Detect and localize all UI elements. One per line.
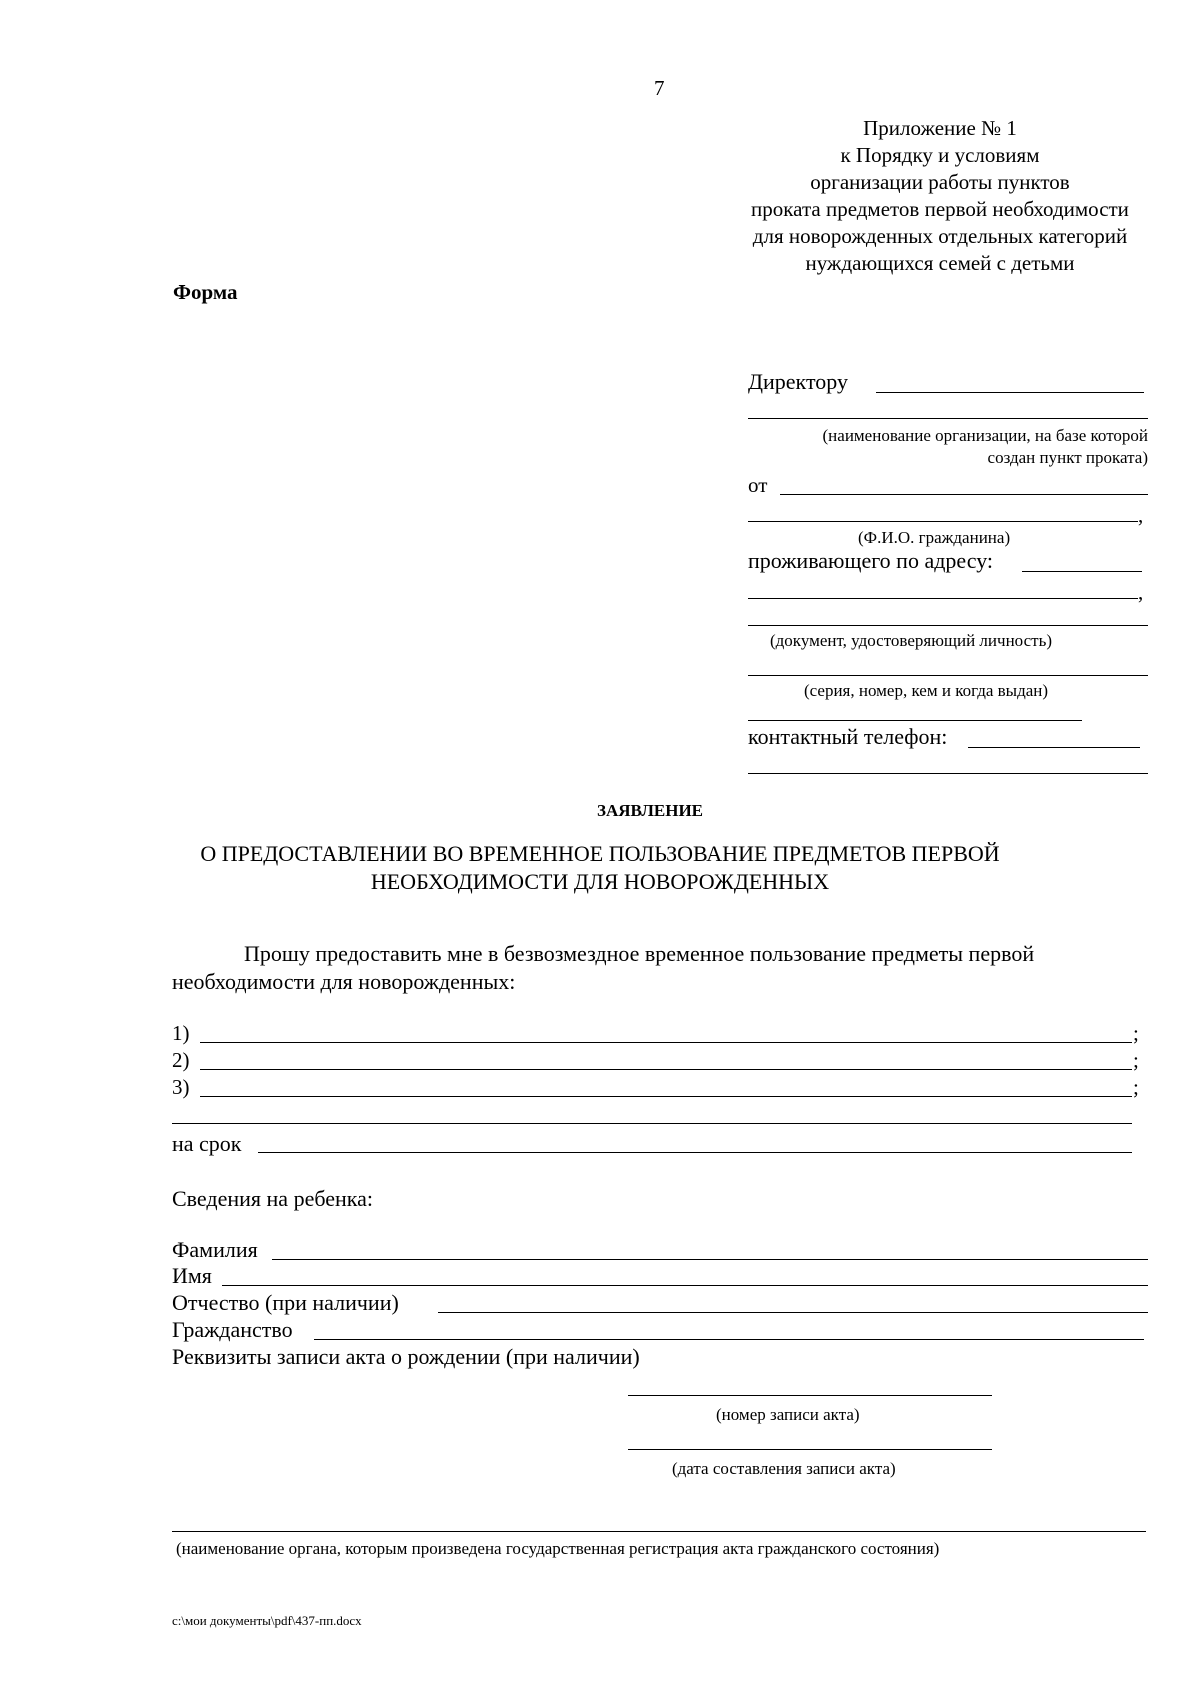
appendix-line: проката предметов первой необходимости xyxy=(751,197,1129,221)
document-details-hint: (серия, номер, кем и когда выдан) xyxy=(804,681,1049,700)
record-number-field[interactable] xyxy=(628,1395,992,1396)
authority-field[interactable] xyxy=(172,1531,1146,1532)
term-field[interactable] xyxy=(258,1152,1132,1153)
item-end: ; xyxy=(1133,1021,1139,1045)
surname-field[interactable] xyxy=(272,1259,1148,1260)
item-number: 2) xyxy=(172,1048,190,1072)
identity-document-field[interactable] xyxy=(748,625,1148,626)
item-extra-field[interactable] xyxy=(172,1123,1132,1124)
subheading-line: О ПРЕДОСТАВЛЕНИИ ВО ВРЕМЕННОЕ ПОЛЬЗОВАНИЕ ПРЕДМЕТОВ ПЕРВОЙ xyxy=(200,841,1000,866)
item-number: 1) xyxy=(172,1021,190,1045)
request-line-2: необходимости для новорожденных: xyxy=(172,969,516,994)
request-line-1: Прошу предоставить мне в безвозмездное временное пользование предметы первой xyxy=(244,941,1035,966)
comma: , xyxy=(1138,580,1144,604)
phone-field[interactable] xyxy=(968,747,1140,748)
appendix-line: для новорожденных отдельных категорий xyxy=(752,224,1128,248)
record-date-hint: (дата составления записи акта) xyxy=(672,1459,896,1478)
document-details-field-2[interactable] xyxy=(748,720,1082,721)
item-end: ; xyxy=(1133,1075,1139,1099)
address-field[interactable] xyxy=(1022,571,1142,572)
address-label: проживающего по адресу: xyxy=(748,548,994,573)
footer-file-path: c:\мои документы\pdf\437-пп.docx xyxy=(172,1613,362,1628)
fio-hint: (Ф.И.О. гражданина) xyxy=(858,528,1011,547)
document-heading: ЗАЯВЛЕНИЕ xyxy=(597,801,704,820)
phone-label: контактный телефон: xyxy=(748,724,948,749)
name-label: Имя xyxy=(172,1263,212,1288)
birth-record-label: Реквизиты записи акта о рождении (при наличии) xyxy=(172,1344,640,1369)
director-field[interactable] xyxy=(876,392,1144,393)
address-field-2[interactable] xyxy=(748,598,1138,599)
name-field[interactable] xyxy=(222,1285,1148,1286)
appendix-line: Приложение № 1 xyxy=(863,116,1017,140)
child-info-title: Сведения на ребенка: xyxy=(172,1186,374,1211)
citizenship-field[interactable] xyxy=(314,1339,1144,1340)
organization-hint: создан пункт проката) xyxy=(987,448,1148,467)
page-number: 7 xyxy=(654,76,665,100)
item-field[interactable] xyxy=(200,1096,1132,1097)
appendix-block xyxy=(690,115,1190,277)
surname-label: Фамилия xyxy=(172,1237,258,1262)
comma: , xyxy=(1138,503,1144,527)
record-number-hint: (номер записи акта) xyxy=(716,1405,860,1424)
term-label: на срок xyxy=(172,1131,242,1156)
from-field[interactable] xyxy=(780,494,1148,495)
form-label: Форма xyxy=(173,280,238,304)
fio-field[interactable] xyxy=(748,521,1138,522)
from-label: от xyxy=(748,473,768,497)
identity-document-hint: (документ, удостоверяющий личность) xyxy=(770,631,1052,650)
patronymic-label: Отчество (при наличии) xyxy=(172,1290,399,1315)
item-end: ; xyxy=(1133,1048,1139,1072)
record-date-field[interactable] xyxy=(628,1449,992,1450)
subheading-line: НЕОБХОДИМОСТИ ДЛЯ НОВОРОЖДЕННЫХ xyxy=(370,869,830,894)
appendix-line: к Порядку и условиям xyxy=(840,143,1040,167)
authority-hint: (наименование органа, которым произведена государственная регистрация акта гражданского состояния) xyxy=(176,1539,940,1558)
citizenship-label: Гражданство xyxy=(172,1317,293,1342)
item-field[interactable] xyxy=(200,1069,1132,1070)
appendix-line: нуждающихся семей с детьми xyxy=(805,251,1075,275)
item-number: 3) xyxy=(172,1075,190,1099)
appendix-line: организации работы пунктов xyxy=(810,170,1070,194)
document-details-field[interactable] xyxy=(748,675,1148,676)
organization-field[interactable] xyxy=(748,418,1148,419)
patronymic-field[interactable] xyxy=(438,1312,1148,1313)
director-label: Директору xyxy=(748,369,848,394)
item-field[interactable] xyxy=(200,1042,1132,1043)
document-subheading xyxy=(100,840,1100,896)
phone-field-2[interactable] xyxy=(748,773,1148,774)
organization-hint: (наименование организации, на базе которой xyxy=(822,426,1148,445)
